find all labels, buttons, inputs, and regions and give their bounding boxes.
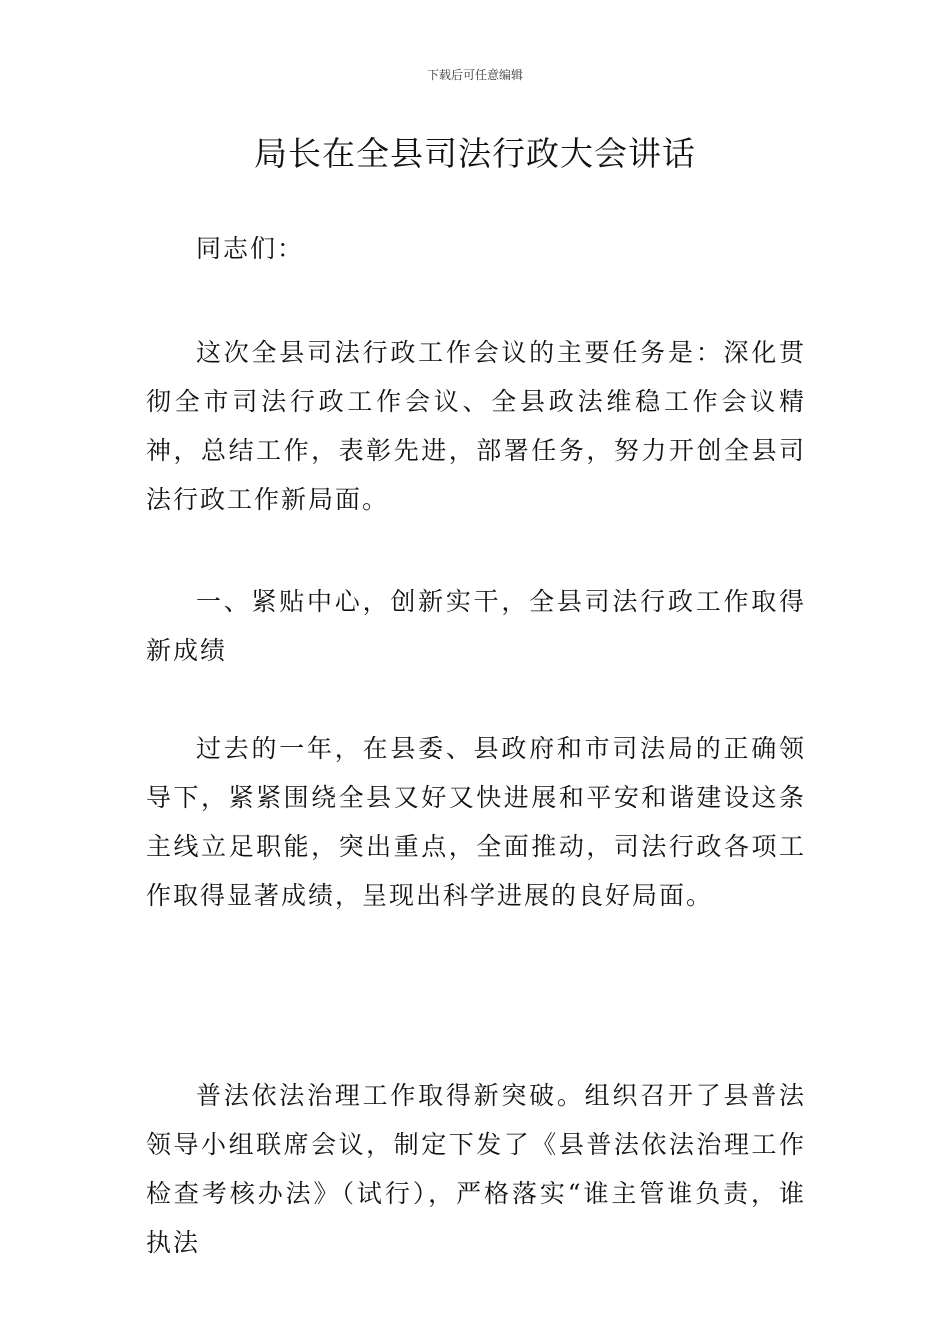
paragraph-greeting: 同志们：	[196, 234, 305, 263]
document-title: 局长在全县司法行政大会讲话	[254, 134, 696, 173]
section-heading-1: 一、紧贴中心，创新实干，全县司法行政工作取得新成绩	[146, 587, 806, 665]
paragraph-intro: 这次全县司法行政工作会议的主要任务是：深化贯彻全市司法行政工作会议、全县政法维稳工作会议精神，总结工作，表彰先进，部署任务，努力开创全县司法行政工作新局面。	[146, 338, 806, 514]
header-note: 下载后可任意编辑	[426, 68, 523, 82]
paragraph-pufa: 普法依法治理工作取得新突破。组织召开了县普法领导小组联席会议，制定下发了《县普法依法治理工作检查考核办法》（试行），严格落实“谁主管谁负责，谁执法	[146, 1081, 806, 1257]
paragraph-review: 过去的一年，在县委、县政府和市司法局的正确领导下，紧紧围绕全县又好又快进展和平安和谐建设这条主线立足职能，突出重点，全面推动，司法行政各项工作取得显著成绩，呈现出科学进展的良好局面。	[146, 734, 806, 910]
